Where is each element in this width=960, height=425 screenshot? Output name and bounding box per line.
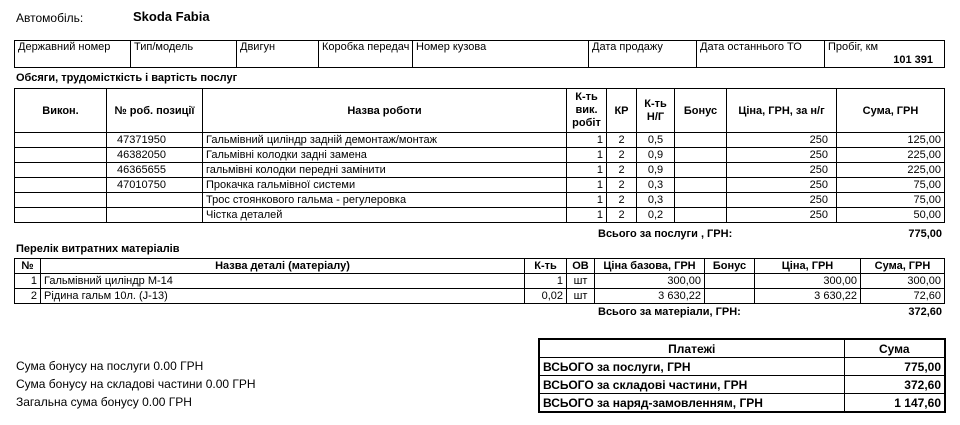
row-work-name: Чістка деталей — [203, 208, 567, 223]
row-sum: 225,00 — [837, 163, 945, 178]
mileage-label: Пробіг, км — [828, 41, 879, 53]
row-qty: 1 — [567, 193, 607, 208]
header-body-number: Номер кузова — [413, 41, 589, 68]
header-sale-date: Дата продажу — [589, 41, 697, 68]
col-unit: ОВ — [567, 259, 595, 274]
row-sum: 225,00 — [837, 148, 945, 163]
col-kr: КР — [607, 89, 637, 133]
row-sum: 75,00 — [837, 193, 945, 208]
row-qty: 1 — [567, 208, 607, 223]
row-sum: 125,00 — [837, 133, 945, 148]
row-sum: 300,00 — [861, 274, 945, 289]
col-work-name: Назва роботи — [203, 89, 567, 133]
row-work-name: Прокачка гальмівної системи — [203, 178, 567, 193]
row-work-name: Гальмівні колодки задні замена — [203, 148, 567, 163]
bonus-services: Сума бонусу на послуги 0.00 ГРН — [16, 359, 204, 373]
header-type-model: Тип/модель — [131, 41, 237, 68]
col-qty: К-ть вик. робіт — [567, 89, 607, 133]
header-reg-number: Державний номер — [15, 41, 131, 68]
row-price: 250 — [727, 148, 837, 163]
works-total-label: Всього за послуги , ГРН: — [598, 228, 733, 240]
row-part-name: Гальмівний циліндр М-14 — [41, 274, 525, 289]
row-kr: 2 — [607, 133, 637, 148]
row-qty: 1 — [567, 133, 607, 148]
row-work-name: гальмівні колодки передні замінити — [203, 163, 567, 178]
payment-label: ВСЬОГО за послуги, ГРН — [539, 358, 844, 376]
row-work-name: Трос стоянкового гальма - регулеровка — [203, 193, 567, 208]
row-price: 250 — [727, 178, 837, 193]
row-position: 46365655 — [107, 163, 203, 178]
parts-table — [14, 258, 945, 304]
works-total-value: 775,00 — [908, 228, 942, 240]
row-position: 47371950 — [107, 133, 203, 148]
payments-table — [538, 338, 946, 413]
row-position: 46382050 — [107, 148, 203, 163]
header-mileage — [825, 41, 945, 68]
row-position — [107, 208, 203, 223]
col-qty: К-ть — [525, 259, 567, 274]
row-price: 3 630,22 — [755, 289, 861, 304]
row-kr: 2 — [607, 163, 637, 178]
row-num: 2 — [15, 289, 41, 304]
table-row — [15, 289, 945, 304]
row-price: 300,00 — [755, 274, 861, 289]
row-nh: 0,2 — [637, 208, 675, 223]
row-price: 250 — [727, 208, 837, 223]
col-base-price: Ціна базова, ГРН — [595, 259, 705, 274]
col-price: Ціна, ГРН — [755, 259, 861, 274]
row-kr: 2 — [607, 178, 637, 193]
row-num: 1 — [15, 274, 41, 289]
row-nh: 0,5 — [637, 133, 675, 148]
col-sum: Сума, ГРН — [861, 259, 945, 274]
table-row — [15, 133, 945, 148]
row-price: 250 — [727, 163, 837, 178]
col-part-name: Назва деталі (матеріалу) — [41, 259, 525, 274]
table-row — [539, 376, 945, 394]
col-position: № роб. позиції — [107, 89, 203, 133]
table-row — [15, 178, 945, 193]
table-row — [15, 193, 945, 208]
table-row — [15, 163, 945, 178]
row-sum: 72,60 — [861, 289, 945, 304]
row-qty: 1 — [567, 163, 607, 178]
row-work-name: Гальмівний циліндр задній демонтаж/монтаж — [203, 133, 567, 148]
payment-label: ВСЬОГО за наряд-замовленням, ГРН — [539, 394, 844, 413]
parts-total-label: Всього за матеріали, ГРН: — [598, 306, 741, 318]
row-nh: 0,3 — [637, 178, 675, 193]
row-base-price: 3 630,22 — [595, 289, 705, 304]
row-nh: 0,3 — [637, 193, 675, 208]
row-kr: 2 — [607, 193, 637, 208]
row-price: 250 — [727, 193, 837, 208]
row-part-name: Рідина гальм 10л. (J-13) — [41, 289, 525, 304]
row-position — [107, 193, 203, 208]
row-nh: 0,9 — [637, 163, 675, 178]
col-sum: Сума, ГРН — [837, 89, 945, 133]
header-engine: Двигун — [237, 41, 319, 68]
payment-value: 1 147,60 — [844, 394, 945, 413]
row-qty: 1 — [567, 178, 607, 193]
header-last-service-date: Дата останнього ТО — [697, 41, 825, 68]
row-kr: 2 — [607, 148, 637, 163]
col-norm-hours: К-ть Н/Г — [637, 89, 675, 133]
row-unit: шт — [567, 289, 595, 304]
works-table — [14, 88, 945, 223]
row-position: 47010750 — [107, 178, 203, 193]
table-row — [15, 274, 945, 289]
works-section-title: Обсяги, трудомісткість і вартість послуг — [16, 72, 238, 84]
mileage-value: 101 391 — [893, 54, 933, 66]
payments-header-sum: Сума — [844, 339, 945, 358]
table-row — [539, 394, 945, 413]
payments-header-label: Платежі — [539, 339, 844, 358]
table-row — [15, 148, 945, 163]
col-bonus: Бонус — [705, 259, 755, 274]
payment-label: ВСЬОГО за складові частини, ГРН — [539, 376, 844, 394]
row-sum: 75,00 — [837, 178, 945, 193]
row-kr: 2 — [607, 208, 637, 223]
payment-value: 775,00 — [844, 358, 945, 376]
parts-section-title: Перелік витратних матеріалів — [16, 243, 180, 255]
row-price: 250 — [727, 133, 837, 148]
car-label: Автомобіль: — [16, 11, 84, 25]
row-nh: 0,9 — [637, 148, 675, 163]
col-num: № — [15, 259, 41, 274]
payment-value: 372,60 — [844, 376, 945, 394]
parts-total-value: 372,60 — [908, 306, 942, 318]
table-row — [15, 208, 945, 223]
row-sum: 50,00 — [837, 208, 945, 223]
car-model: Skoda Fabia — [133, 9, 210, 24]
col-bonus: Бонус — [675, 89, 727, 133]
vehicle-info-table — [14, 40, 945, 68]
row-qty: 1 — [525, 274, 567, 289]
col-exec: Викон. — [15, 89, 107, 133]
row-qty: 1 — [567, 148, 607, 163]
table-row — [539, 358, 945, 376]
col-price: Ціна, ГРН, за н/г — [727, 89, 837, 133]
bonus-parts: Сума бонусу на складові частини 0.00 ГРН — [16, 377, 256, 391]
row-unit: шт — [567, 274, 595, 289]
row-base-price: 300,00 — [595, 274, 705, 289]
header-gearbox: Коробка передач — [319, 41, 413, 68]
bonus-total: Загальна сума бонусу 0.00 ГРН — [16, 395, 192, 409]
row-qty: 0,02 — [525, 289, 567, 304]
